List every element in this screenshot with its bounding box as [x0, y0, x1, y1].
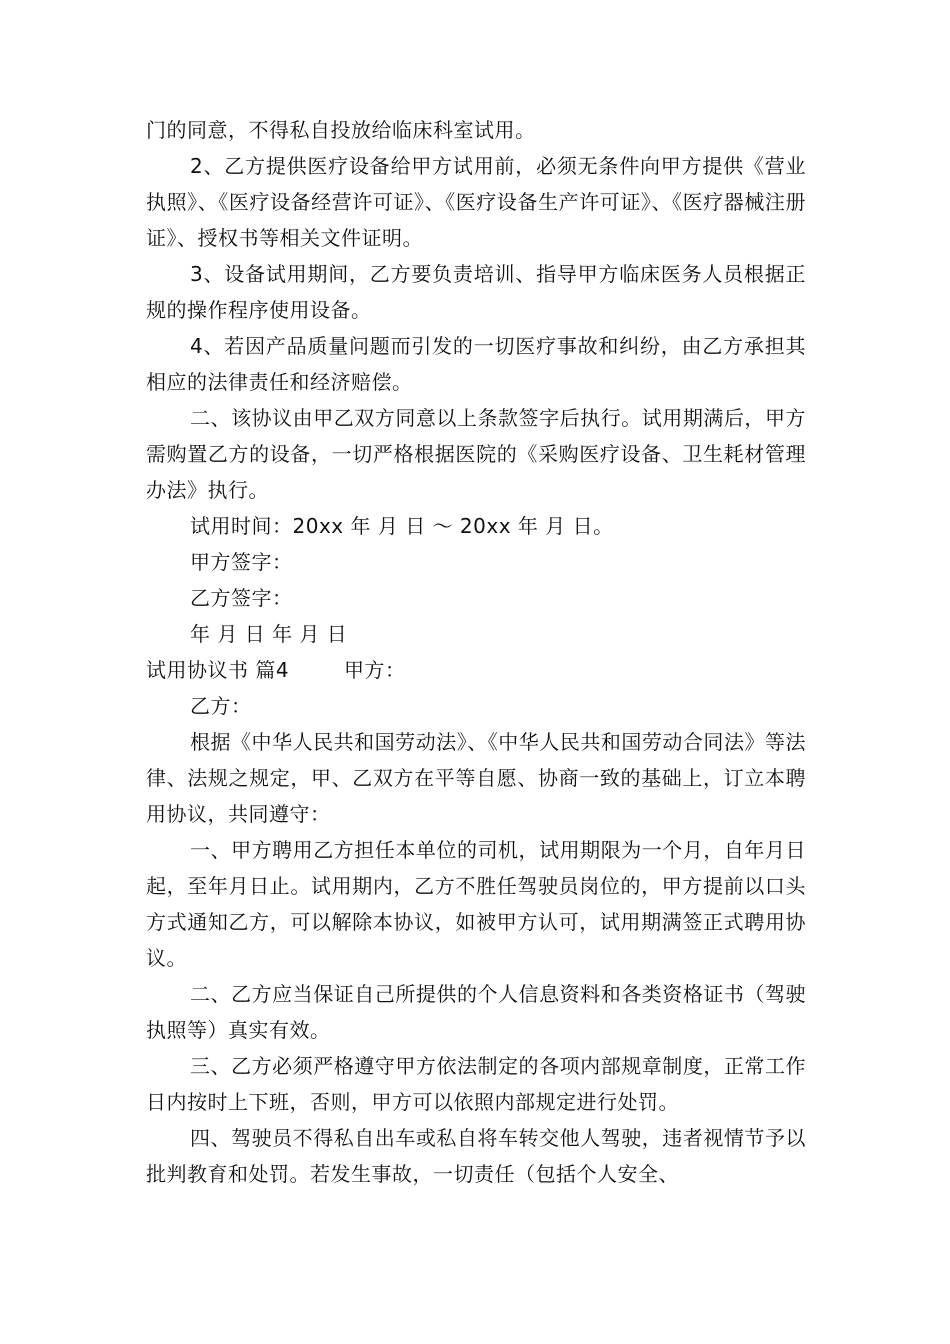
paragraph: 根据《中华人民共和国劳动法》、《中华人民共和国劳动合同法》等法律、法规之规定，甲、乙双方在平等自愿、协商一致的基础上，订立本聘用协议，共同遵守：: [146, 730, 806, 826]
document-body-part1: [146, 112, 806, 652]
paragraph: 甲方签字：: [190, 550, 293, 574]
document-body-part2: [146, 688, 806, 1192]
paragraph: 四、驾驶员不得私自出车或私自将车转交他人驾驶，违者视情节予以批判教育和处罚。若发生事故，一切责任（包括个人安全、: [146, 1126, 806, 1186]
paragraph: 试用时间：20xx 年 月 日 ～ 20xx 年 月 日。: [190, 514, 614, 538]
section-heading: 试用协议书 篇4 甲方：: [146, 658, 406, 682]
paragraph: 3、设备试用期间，乙方要负责培训、指导甲方临床医务人员根据正规的操作程序使用设备。: [146, 262, 806, 322]
paragraph: 年 月 日 年 月 日: [190, 622, 348, 646]
paragraph: 三、乙方必须严格遵守甲方依法制定的各项内部规章制度，正常工作日内按时上下班，否则，甲方可以依照内部规定进行处罚。: [146, 1054, 806, 1114]
paragraph: 乙方签字：: [190, 586, 293, 610]
paragraph: 乙方：: [190, 694, 252, 718]
paragraph: 一、甲方聘用乙方担任本单位的司机，试用期限为一个月，自年月日起，至年月日止。试用期内，乙方不胜任驾驶员岗位的，甲方提前以口头方式通知乙方，可以解除本协议，如被甲方认可，试用期满签正式聘用协议。: [146, 838, 806, 970]
document-page: [146, 112, 806, 1192]
paragraph: 二、乙方应当保证自己所提供的个人信息资料和各类资格证书（驾驶执照等）真实有效。: [146, 982, 806, 1042]
paragraph: 二、该协议由甲乙双方同意以上条款签字后执行。试用期满后，甲方需购置乙方的设备，一切严格根据医院的《采购医疗设备、卫生耗材管理办法》执行。: [146, 406, 806, 502]
paragraph: 4、若因产品质量问题而引发的一切医疗事故和纠纷，由乙方承担其相应的法律责任和经济赔偿。: [146, 334, 806, 394]
paragraph: 门的同意，不得私自投放给临床科室试用。: [146, 118, 536, 142]
paragraph: 2、乙方提供医疗设备给甲方试用前，必须无条件向甲方提供《营业执照》、《医疗设备经营许可证》、《医疗设备生产许可证》、《医疗器械注册证》、授权书等相关文件证明。: [146, 154, 806, 250]
